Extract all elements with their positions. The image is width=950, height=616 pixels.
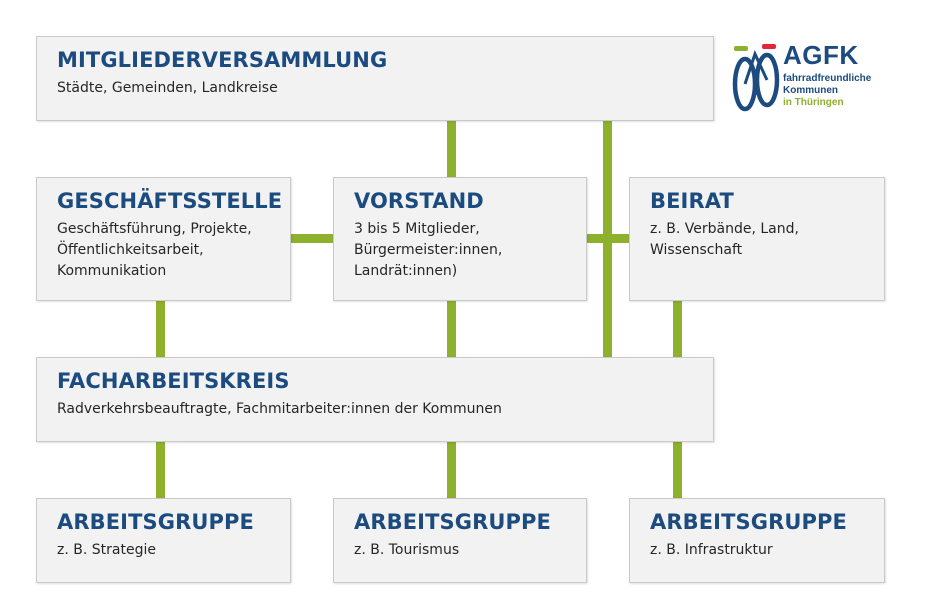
connector-fak-ag2 [447,441,456,499]
box-description: z. B. Strategie [57,542,156,558]
box-beirat [629,177,885,301]
logo-line-3: in Thüringen [783,97,844,108]
box-geschaeftsstelle [36,177,291,301]
connector-geschaeftsstelle-fak [156,300,165,358]
box-arbeitsgruppe-tourismus [333,498,587,583]
logo-brand: AGFK [783,40,859,70]
box-title: FACHARBEITSKREIS [57,369,290,393]
box-description: Geschäftsführung, Projekte, Öffentlichkeitsarbeit, Kommunikation [57,221,252,279]
box-facharbeitskreis [36,357,714,442]
box-mitgliederversammlung [36,36,714,121]
logo-line-2: Kommunen [783,85,838,96]
connector-beirat-fak [673,300,682,358]
box-description: Radverkehrsbeauftragte, Fachmitarbeiter:innen der Kommunen [57,401,502,417]
box-title: GESCHÄFTSSTELLE [57,189,283,213]
box-description: z. B. Infrastruktur [650,542,773,558]
box-description: Städte, Gemeinden, Landkreise [57,80,278,96]
connector-fak-ag3 [673,441,682,499]
box-arbeitsgruppe-strategie [36,498,291,583]
connector-fak-ag1 [156,441,165,499]
bicycle-icon [731,42,783,116]
box-title: VORSTAND [354,189,484,213]
box-description: z. B. Tourismus [354,542,460,558]
box-description: 3 bis 5 Mitglieder, Bürgermeister:innen, Landrät:innen) [354,221,503,279]
connector-vorstand-fak [447,300,456,358]
box-vorstand [333,177,587,301]
box-description: z. B. Verbände, Land, Wissenschaft [650,221,799,258]
agfk-logo [731,40,901,116]
box-title: BEIRAT [650,189,734,213]
connector-geschaeftsstelle-vorstand [290,234,334,243]
connector-mv-vorstand [447,120,456,178]
connector-vorstand-beirat [586,234,630,243]
box-title: ARBEITSGRUPPE [57,510,254,534]
box-title: ARBEITSGRUPPE [354,510,551,534]
box-title: MITGLIEDERVERSAMMLUNG [57,48,388,72]
box-arbeitsgruppe-infrastruktur [629,498,885,583]
logo-line-1: fahrradfreundliche [783,73,872,84]
box-title: ARBEITSGRUPPE [650,510,847,534]
